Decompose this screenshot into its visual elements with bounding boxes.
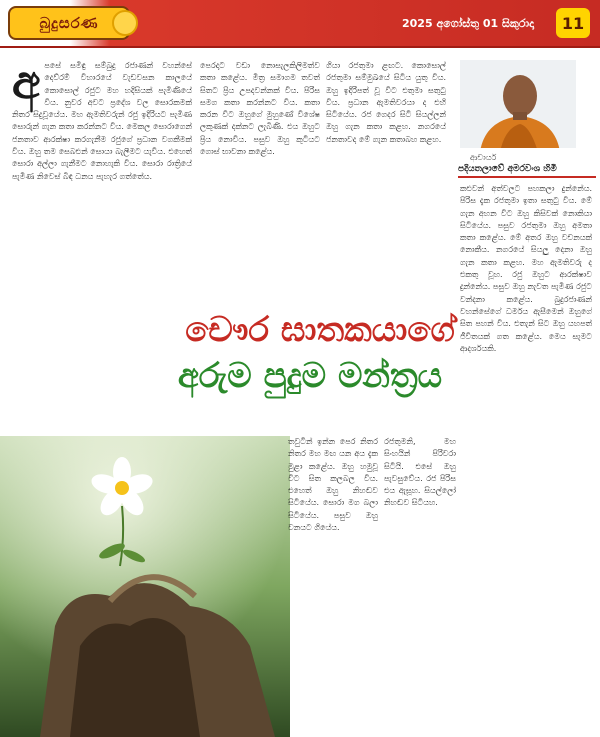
article-column-5: තවුටින් ඉන්න පෙර නිතර නිතර මහ මඟ යන අය දැක මුළා කළේය. ඔහු හමුවූ විට සිත කලබල විය. එහෙත් ඔහු නිහඬව සිටියේය. සොරා මග බලා සිටියේය. පසුව ඔහු වනයට ගියේය. — [288, 437, 378, 533]
monk-portrait-icon — [460, 60, 578, 150]
drop-cap: අ — [12, 60, 41, 109]
page-number: 11 — [556, 8, 590, 38]
article-column-2: පෙරදාට වඩා නොසැලකිලිමත්ව කතා කළේය. මිත්‍ර සමාගම තවත් සිතට ප්‍රිය උපදවන්නක් විය. පිරිස සමග කතා කරන්නට විය. කතා කරන විට ඔහුගේ මුහුණේ විශේෂ ලකුණක් දක්නට ලැබිණි. එය ඔහුට ප්‍රිය නොවීය. පසුව ඔහු කුටියට ගොස් භාවනා කළේය. — [200, 61, 320, 157]
dharma-wheel-icon — [112, 10, 138, 36]
publication-logo — [8, 6, 130, 40]
issue-date: 2025 අගෝස්තු 01 සිකුරාදා — [402, 17, 534, 30]
headline-line-2: අරුම පුදුම මන්ත්‍රය — [177, 356, 443, 396]
flower-stump-photo — [0, 436, 290, 737]
article-column-6: රජතුමනි, මහ සිංහයින් පිරිවරා සිටියි. එසේ ඔහු පැවසුවේය. රජ පිරිස එය ඇසූහ. සියල්ලෝ නිහඬව සිටියහ. — [384, 437, 456, 508]
article-column-1 — [12, 60, 192, 330]
logo-text: බුදුසරණ — [39, 14, 99, 32]
author-name: පදියතලාවේ අමරවංශ හිමි — [458, 164, 557, 174]
headline-line-1: චෞර ඝාතකයාගේ — [185, 310, 455, 350]
author-role: ආචාර්ය — [470, 153, 497, 162]
page-header — [0, 0, 600, 48]
white-flower-on-stump-image — [0, 436, 290, 737]
author-divider — [458, 176, 596, 178]
author-photo — [458, 58, 578, 150]
article-column-3: ගියා රජතුමා ළඟට. කොසොල් රජතුමා සම්මුඛයේ සිටිය යුතු විය. ඔහු ඉදිරිපත් වූ විට එතුමා සතුටු විය. ප්‍රධාන ඇමතිවරයා ද එහි සිටියේය. රජ ගෙදර සිටි සියල්ලන් ඔහු ගැන කතා කළහ. නගරයේ ජනතාවද මේ ගැන කතාබහ කළහ. — [326, 61, 446, 144]
article-column-4: කළුවන් අත්වලට පහකලා දුන්නේය. පිරිස දැක රජතුමා ඉතා සතුටු විය. මේ ගැන අහන විට ඔහු කිසිවක් නොකියා සිටියේය. පසුව රජතුමා ඔහු අමතා කතා කළේය. මේ අතර ඔහු වචනයක් නොකීය. නගරයේ සියලු දෙනා ඔහු ගැන කතා කළහ. මහ ඇමතිවරු ද එකතු වූහ. රජු ඔහුට ආරක්ෂාව දුන්නේය. පසුව ඔහු නැවත පැමිණ රජුට වන්දනා කළේය. බුදුරජාණන් වහන්සේගේ ධර්මය ඇසීමෙන් ඔහුගේ සිත පහන් විය. එතැන් සිට ඔහු යහපත් ජීවිතයක් ගත කළේය. මෙය සැමට ආදර්ශයකි. — [460, 184, 592, 353]
column-1-text: පසේ සමිඳු සම්බුදු රජාණන් වහන්සේ දෙව්රම් විහාරයේ වැඩවසන කාලයේ කොසොල් රජුට මහ හදිසියක් පැමිණියේ විය. නුවර අවට ප්‍රදේශ වල සොරකමක් නිතර සිදුවූයේය. මහ ඇමතිවරුන් රජු ඉදිරියට පැමිණ සොරුන් ගැන කතා කරන්නට විය. මෙකල සොරාගෙන් ජනතාව ආරක්ෂා කරගැනීම රජුගේ ප්‍රධාන වගකීමක් විය. ඔහු තම සෙබළුන් සොයා බැලීමට යැවීය. එහෙත් සොරා අල්ලා ගැනීමට නොහැකි විය. සොරා රාත්‍රියේ පැමිණ නිවෙස් බිඳ ධනය පැහැර ගත්තේය. — [12, 61, 192, 181]
